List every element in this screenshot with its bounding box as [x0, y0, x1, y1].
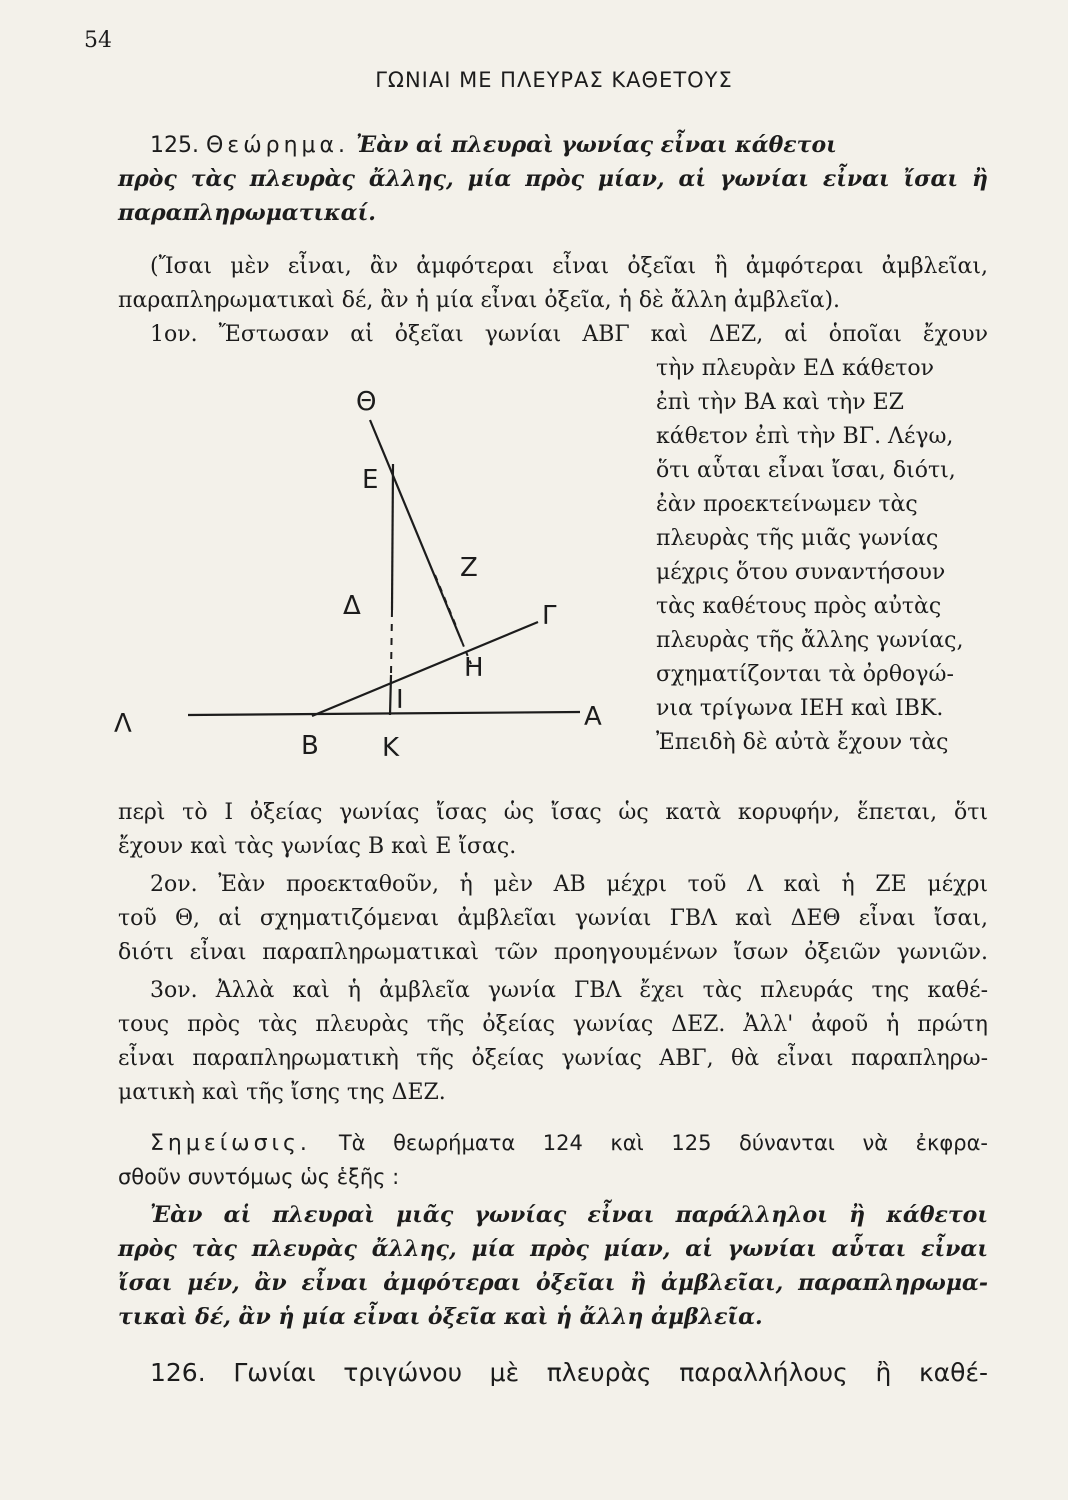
- case1-after-line: ἔχουν καὶ τὰς γωνίας Β καὶ Ε ἴσας.: [118, 834, 517, 859]
- theorem-number: 125.: [150, 133, 199, 158]
- remark-line: Τὰ θεωρήματα 124 καὶ 125 δύνανται νὰ ἐκφρα-: [338, 1131, 988, 1155]
- case3-line: ματικὴ καὶ τῆς ἴσης της ΔΕΖ.: [118, 1080, 446, 1105]
- remark-statement-line: πρὸς τὰς πλευρὰς ἄλλης, μία πρὸς μίαν, αἱ γωνίαι αὗται εἶναι: [118, 1236, 988, 1262]
- case3-line: τους πρὸς τὰς πλευρὰς τῆς ὀξείας γωνίας ΔΕΖ. Ἀλλ' ἀφοῦ ἡ πρώτη: [118, 1012, 988, 1037]
- dashed-delta-i: [391, 610, 392, 675]
- case2-line: 2ον. Ἐὰν προεκταθοῦν, ἡ μὲν ΑΒ μέχρι τοῦ Λ καὶ ἡ ΖΕ μέχρι: [150, 872, 988, 897]
- case1-side-line: νια τρίγωνα ΙΕΗ καὶ ΙΒΚ.: [656, 696, 944, 721]
- line-b-gamma: [312, 622, 538, 716]
- remark-line: σθοῦν συντόμως ὡς ἑξῆς :: [118, 1165, 400, 1189]
- remark-statement-line: Ἐὰν αἱ πλευραὶ μιᾶς γωνίας εἶναι παράλληλοι ἢ κάθετοι: [150, 1202, 988, 1228]
- label-gamma: Γ: [542, 601, 557, 631]
- remark-statement-line: ἴσαι μέν, ἂν εἶναι ἀμφότεραι ὀξεῖαι ἢ ἀμβλεῖαι, παραπληρωμα-: [118, 1270, 988, 1296]
- case1-side-line: πλευρὰς τῆς μιᾶς γωνίας: [656, 526, 939, 551]
- line-e-delta: [392, 464, 393, 610]
- label-theta: Θ: [356, 387, 377, 417]
- case1-side-line: τὰς καθέτους πρὸς αὐτὰς: [656, 594, 942, 619]
- case1-side-line: ὅτι αὗται εἶναι ἴσαι, διότι,: [656, 458, 956, 483]
- section-title: ΓΩΝΙΑΙ ΜΕ ΠΛΕΥΡΑΣ ΚΑΘΕΤΟΥΣ: [375, 68, 733, 92]
- case1-side-line: ἐπὶ τὴν ΒΑ καὶ τὴν ΕΖ: [656, 390, 904, 415]
- label-H: Η: [464, 653, 484, 683]
- case1-side-line: κάθετον ἐπὶ τὴν ΒΓ. Λέγω,: [656, 424, 954, 449]
- label-delta: Δ: [343, 591, 361, 621]
- case2-line: τοῦ Θ, αἱ σχηματιζόμεναι ἀμβλεῖαι γωνίαι ΓΒΛ καὶ ΔΕΘ εἶναι ἴσαι,: [118, 906, 988, 931]
- label-B: Β: [301, 731, 319, 761]
- theorem-note-line: (Ἴσαι μὲν εἶναι, ἂν ἀμφότεραι εἶναι ὀξεῖαι ἢ ἀμφότεραι ἀμβλεῖαι,: [150, 254, 988, 279]
- label-lambda: Λ: [114, 709, 132, 739]
- theorem-statement-line: παραπληρωματικαί.: [118, 200, 376, 226]
- theorem-note-line: παραπληρωματικαὶ δέ, ἂν ἡ μία εἶναι ὀξεῖα, ἡ δὲ ἄλλη ἀμβλεῖα).: [118, 288, 841, 313]
- case1-side-line: σχηματίζονται τὰ ὀρθογώ-: [656, 662, 954, 687]
- remark-statement-line: τικαὶ δέ, ἂν ἡ μία εἶναι ὀξεῖα καὶ ἡ ἄλλη ἀμβλεῖα.: [118, 1304, 763, 1330]
- line-lambda-a: [188, 712, 580, 715]
- theorem-label: Θεώρημα.: [205, 133, 350, 158]
- case1-first-line: 1ον. Ἔστωσαν αἱ ὀξεῖαι γωνίαι ΑΒΓ καὶ ΔΕΖ, αἱ ὁποῖαι ἔχουν: [150, 322, 988, 347]
- page-number: 54: [84, 28, 112, 53]
- case3-line: 3ον. Ἀλλὰ καὶ ἡ ἀμβλεῖα γωνία ΓΒΛ ἔχει τὰς πλευράς της καθέ-: [150, 978, 988, 1003]
- theorem-heading: [150, 130, 988, 161]
- label-K: Κ: [382, 733, 400, 763]
- case1-side-line: τὴν πλευρὰν ΕΔ κάθετον: [656, 356, 935, 381]
- geometry-figure: [100, 370, 660, 790]
- case1-side-line: πλευρὰς τῆς ἄλλης γωνίας,: [656, 628, 964, 653]
- theorem-statement-line: Ἐὰν αἱ πλευραὶ γωνίας εἶναι κάθετοι: [356, 132, 837, 158]
- case1-side-line: Ἐπειδὴ δὲ αὐτὰ ἔχουν τὰς: [656, 730, 949, 755]
- case2-line: διότι εἶναι παραπληρωματικαὶ τῶν προηγουμένων ἴσων ὀξειῶν γωνιῶν.: [118, 940, 988, 965]
- label-E: Ε: [362, 465, 379, 495]
- remark-label: Σημείωσις.: [150, 1131, 311, 1156]
- case1-side-line: μέχρις ὅτου συναντήσουν: [656, 560, 946, 585]
- label-Z: Ζ: [460, 553, 478, 583]
- theorem-statement-line: πρὸς τὰς πλευρὰς ἄλλης, μία πρὸς μίαν, αἱ γωνίαι εἶναι ἴσαι ἢ: [118, 166, 988, 192]
- next-section-heading: 126. Γωνίαι τριγώνου μὲ πλευρὰς παραλλήλους ἢ καθέ-: [150, 1358, 988, 1387]
- remark-first-line: [150, 1128, 988, 1159]
- label-A: Α: [584, 702, 602, 732]
- case1-side-line: ἐὰν προεκτείνωμεν τὰς: [656, 492, 918, 517]
- case1-after-line: περὶ τὸ Ι ὀξείας γωνίας ἴσας ὡς ἴσας ὡς κατὰ κορυφήν, ἕπεται, ὅτι: [118, 800, 988, 825]
- line-i-k: [390, 675, 391, 715]
- label-I: Ι: [396, 685, 404, 715]
- case3-line: εἶναι παραπληρωματικὴ τῆς ὀξείας γωνίας ΑΒΓ, θὰ εἶναι παραπληρω-: [118, 1046, 988, 1071]
